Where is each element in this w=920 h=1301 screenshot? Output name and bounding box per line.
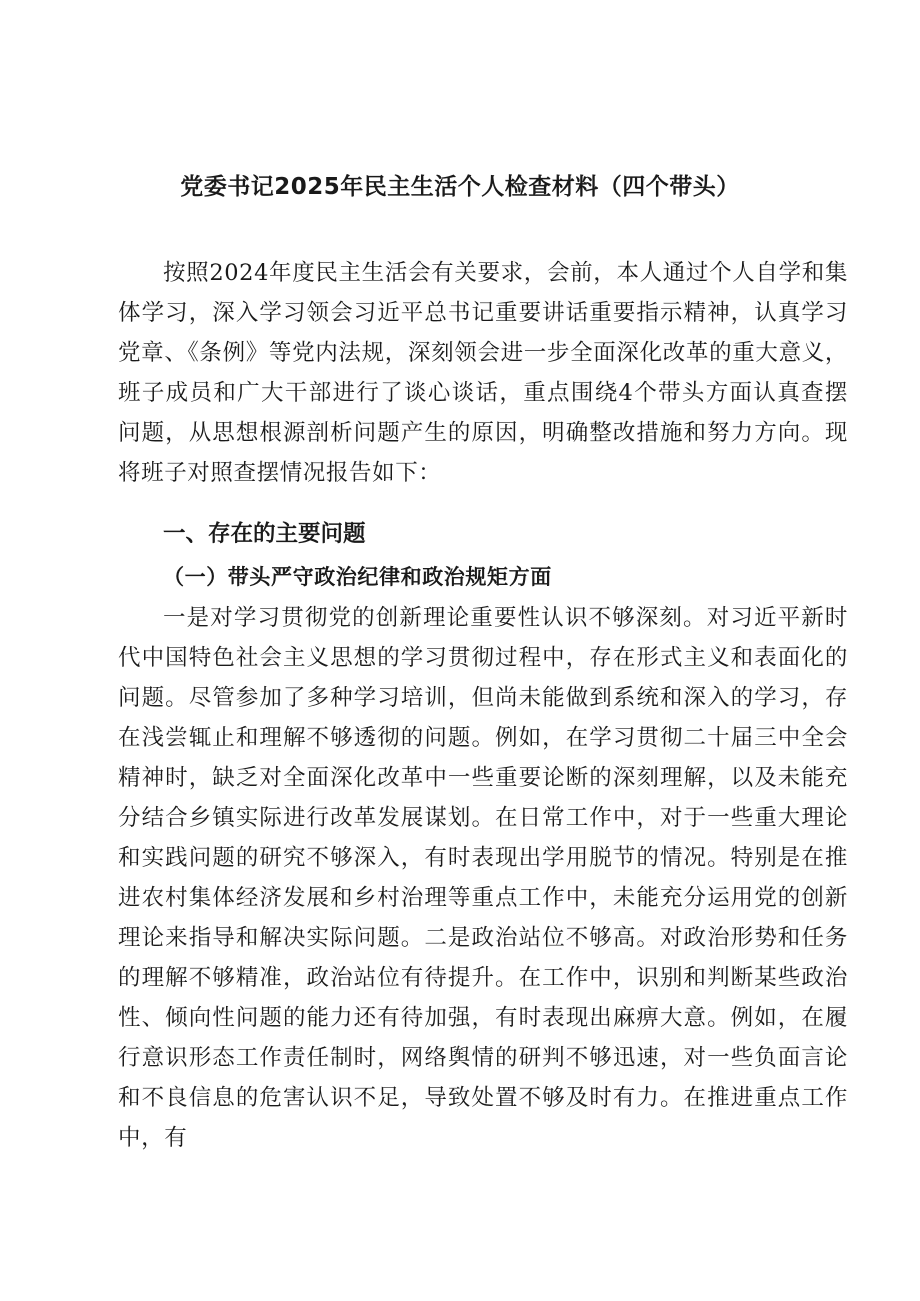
body-paragraph-1: 一是对学习贯彻党的创新理论重要性认识不够深刻。对习近平新时代中国特色社会主义思想的学习贯彻过程中，存在形式主义和表面化的问题。尽管参加了多种学习培训，但尚未能做到系统和深入的学习，存在浅尝辄止和理解不够透彻的问题。例如，在学习贯彻二十届三中全会精神时，缺乏对全面深化改革中一些重要论断的深刻理解，以及未能充分结合乡镇实际进行改革发展谋划。在日常工作中，对于一些重大理论和实践问题的研究不够深入，有时表现出学用脱节的情况。特别是在推进农村集体经济发展和乡村治理等重点工作中，未能充分运用党的创新理论来指导和解决实际问题。二是政治站位不够高。对政治形势和任务的理解不够精准，政治站位有待提升。在工作中，识别和判断某些政治性、倾向性问题的能力还有待加强，有时表现出麻痹大意。例如，在履行意识形态工作责任制时，网络舆情的研判不够迅速，对一些负面言论和不良信息的危害认识不足，导致处置不够及时有力。在推进重点工作中，有 [118,605,848,1151]
section-heading-1: 一、存在的主要问题 [163,521,366,547]
subsection-heading-1: （一）带头严守政治纪律和政治规矩方面 [163,564,552,589]
intro-paragraph: 按照2024年度民主生活会有关要求，会前，本人通过个人自学和集体学习，深入学习领会习近平总书记重要讲话重要指示精神，认真学习党章、《条例》等党内法规，深刻领会进一步全面深化改革的重大意义，班子成员和广大干部进行了谈心谈话，重点围绕4个带头方面认真查摆问题，从思想根源剖析问题产生的原因，明确整改措施和努力方向。现将班子对照查摆情况报告如下： [118,260,848,486]
document-title: 党委书记2025年民主生活个人检查材料（四个带头） [180,174,740,200]
